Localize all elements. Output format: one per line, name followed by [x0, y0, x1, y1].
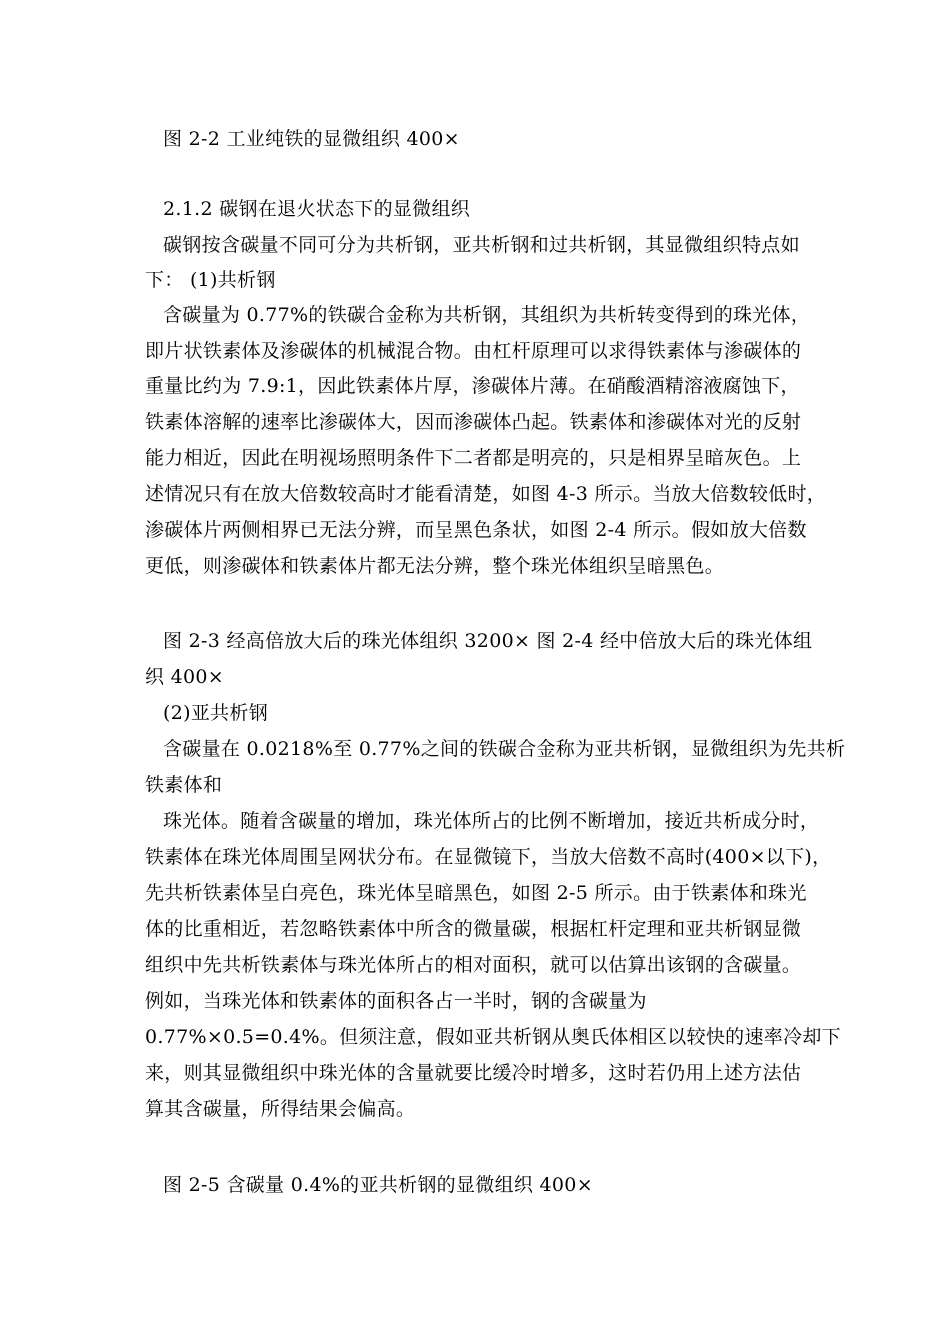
paragraph-line: 下： (1)共析钢	[145, 269, 276, 291]
paragraph-line: 先共析铁素体呈白亮色，珠光体呈暗黑色，如图 2-5 所示。由于铁素体和珠光	[145, 882, 807, 904]
paragraph-line: 碳钢按含碳量不同可分为共析钢，亚共析钢和过共析钢，其显微组织特点如	[163, 234, 800, 256]
paragraph-line: 渗碳体片两侧相界已无法分辨，而呈黑色条状，如图 2-4 所示。假如放大倍数	[145, 519, 807, 541]
paragraph-line: 例如，当珠光体和铁素体的面积各占一半时，钢的含碳量为	[145, 990, 647, 1012]
paragraph-line: 体的比重相近，若忽略铁素体中所含的微量碳，根据杠杆定理和亚共析钢显微	[145, 918, 802, 940]
paragraph-line: 含碳量为 0.77%的铁碳合金称为共析钢，其组织为共析转变得到的珠光体，	[163, 304, 811, 326]
paragraph-line: 来，则其显微组织中珠光体的含量就要比缓冷时增多，这时若仍用上述方法估	[145, 1062, 802, 1084]
paragraph-line: 算其含碳量，所得结果会偏高。	[145, 1098, 416, 1120]
paragraph-line: 组织中先共析铁素体与珠光体所占的相对面积，就可以估算出该钢的含碳量。	[145, 954, 802, 976]
paragraph-line: 铁素体溶解的速率比渗碳体大，因而渗碳体凸起。铁素体和渗碳体对光的反射	[145, 411, 802, 433]
paragraph-line: 即片状铁素体及渗碳体的机械混合物。由杠杆原理可以求得铁素体与渗碳体的	[145, 340, 802, 362]
paragraph-line: 述情况只有在放大倍数较高时才能看清楚，如图 4-3 所示。当放大倍数较低时，	[145, 483, 827, 505]
paragraph-line: 珠光体。随着含碳量的增加，珠光体所占的比例不断增加，接近共析成分时，	[163, 810, 820, 832]
paragraph-line: 铁素体和	[145, 774, 223, 796]
paragraph-line: 0.77%×0.5=0.4%。但须注意，假如亚共析钢从奥氏体相区以较快的速率冷却下	[145, 1026, 841, 1048]
figure-caption-2-5: 图 2-5 含碳量 0.4%的亚共析钢的显微组织 400×	[163, 1174, 593, 1196]
figure-caption-2-2: 图 2-2 工业纯铁的显微组织 400×	[163, 128, 460, 150]
paragraph-line: 含碳量在 0.0218%至 0.77%之间的铁碳合金称为亚共析钢，显微组织为先共析	[163, 738, 846, 760]
paragraph-line: 更低，则渗碳体和铁素体片都无法分辨，整个珠光体组织呈暗黑色。	[145, 555, 725, 577]
figure-caption-2-3-2-4: 图 2-3 经高倍放大后的珠光体组织 3200× 图 2-4 经中倍放大后的珠光体组	[163, 630, 813, 652]
section-heading-2-1-2: 2.1.2 碳钢在退火状态下的显微组织	[163, 198, 471, 220]
paragraph-line: 能力相近，因此在明视场照明条件下二者都是明亮的，只是相界呈暗灰色。上	[145, 447, 802, 469]
subsection-heading: (2)亚共析钢	[163, 702, 269, 724]
paragraph-line: 铁素体在珠光体周围呈网状分布。在显微镜下，当放大倍数不高时(400×以下)，	[145, 846, 832, 868]
figure-caption-2-3-2-4-cont: 织 400×	[145, 666, 225, 688]
paragraph-line: 重量比约为 7.9:1，因此铁素体片厚，渗碳体片薄。在硝酸酒精溶液腐蚀下，	[145, 375, 800, 397]
